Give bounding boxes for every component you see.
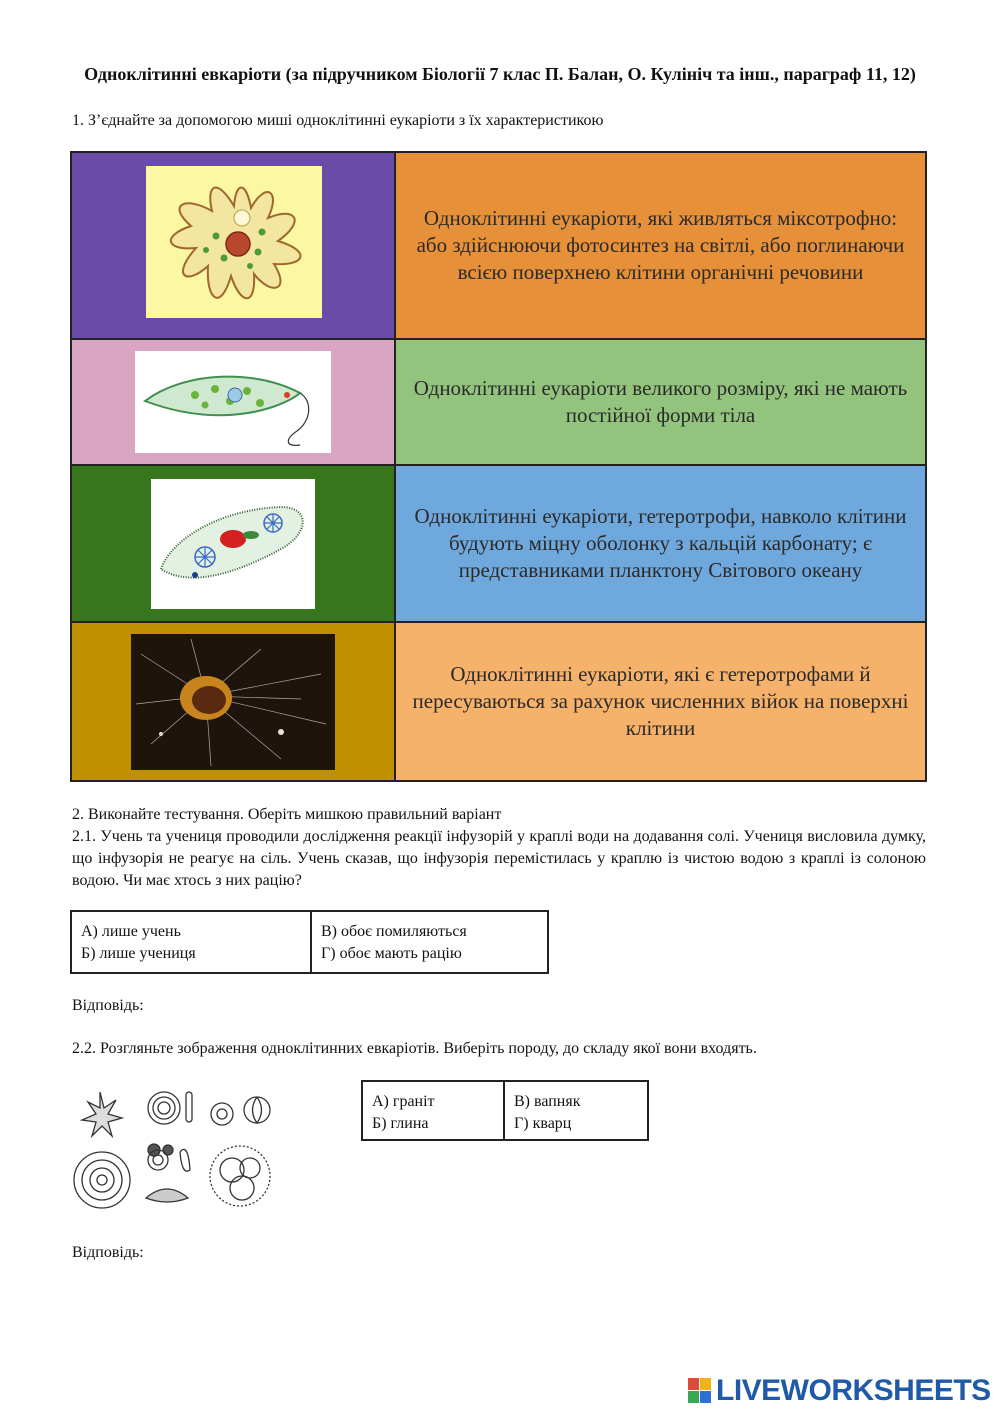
question-2-2-options (361, 1080, 649, 1141)
option-a[interactable]: А) граніт (372, 1093, 435, 1110)
option-v[interactable]: В) обоє помиляються (321, 923, 467, 940)
amoeba-image (146, 166, 322, 318)
option-b[interactable]: Б) лише учениця (81, 945, 196, 962)
match-description[interactable]: Одноклітинні еукаріоти великого розміру, які не мають постійної форми тіла (396, 340, 925, 464)
question-2-1-options (70, 910, 549, 974)
liveworksheets-logo[interactable] (688, 1374, 991, 1408)
match-row (72, 153, 925, 340)
foraminifera-shells-image (72, 1080, 278, 1216)
match-description[interactable]: Одноклітинні еукаріоти, які є гетеротрофами й пересуваються за рахунок численних війок на поверхні клітини (396, 623, 925, 780)
task1-prompt: 1. З’єднайте за допомогою миші одноклітинні еукаріоти з їх характеристикою (72, 112, 604, 129)
option-b[interactable]: Б) глина (372, 1115, 429, 1132)
match-image-cell[interactable] (72, 153, 396, 338)
option-g[interactable]: Г) кварц (514, 1115, 572, 1132)
question-2-1-text: 2.1. Учень та учениця проводили дослідження реакції інфузорій у краплі води на додавання солі. Учениця висловила думку, що інфузорія не реагує на сіль. Учень сказав, що інфузорія перемістилась у краплю із чистою водою з краплі із солоною водою. Чи має хтось з них рацію? (72, 828, 926, 889)
question-2-2-text: 2.2. Розгляньте зображення одноклітинних евкаріотів. Виберіть породу, до складу якої вони входять. (72, 1040, 757, 1057)
match-row (72, 340, 925, 466)
logo-text: LIVEWORKSHEETS (716, 1374, 991, 1407)
paramecium-image (151, 479, 315, 609)
option-g[interactable]: Г) обоє мають рацію (321, 945, 462, 962)
live-badge-icon (688, 1378, 712, 1404)
match-description[interactable]: Одноклітинні еукаріоти, гетеротрофи, навколо клітини будують міцну оболонку з кальцій карбонату; є представниками планктону Світового океану (396, 466, 925, 621)
match-description[interactable]: Одноклітинні еукаріоти, які живляться міксотрофно: або здійснюючи фотосинтез на світлі, або поглинаючи всією поверхнею клітини органічні речовини (396, 153, 925, 338)
task2-heading: 2. Виконайте тестування. Оберіть мишкою правильний варіант (72, 806, 502, 823)
foraminifera-image (131, 634, 335, 770)
answer-label-2-1: Відповідь: (72, 997, 144, 1014)
match-row (72, 466, 925, 623)
euglena-image (135, 351, 331, 453)
page-title: Одноклітинні евкаріоти (за підручником Біології 7 клас П. Балан, О. Кулініч та інш., параграф 11, 12) (84, 64, 916, 84)
match-image-cell[interactable] (72, 340, 396, 464)
match-image-cell[interactable] (72, 466, 396, 621)
option-a[interactable]: А) лише учень (81, 923, 181, 940)
answer-label-2-2: Відповідь: (72, 1244, 144, 1261)
match-row (72, 623, 925, 780)
matching-table (70, 151, 927, 782)
match-image-cell[interactable] (72, 623, 396, 780)
option-v[interactable]: В) вапняк (514, 1093, 581, 1110)
